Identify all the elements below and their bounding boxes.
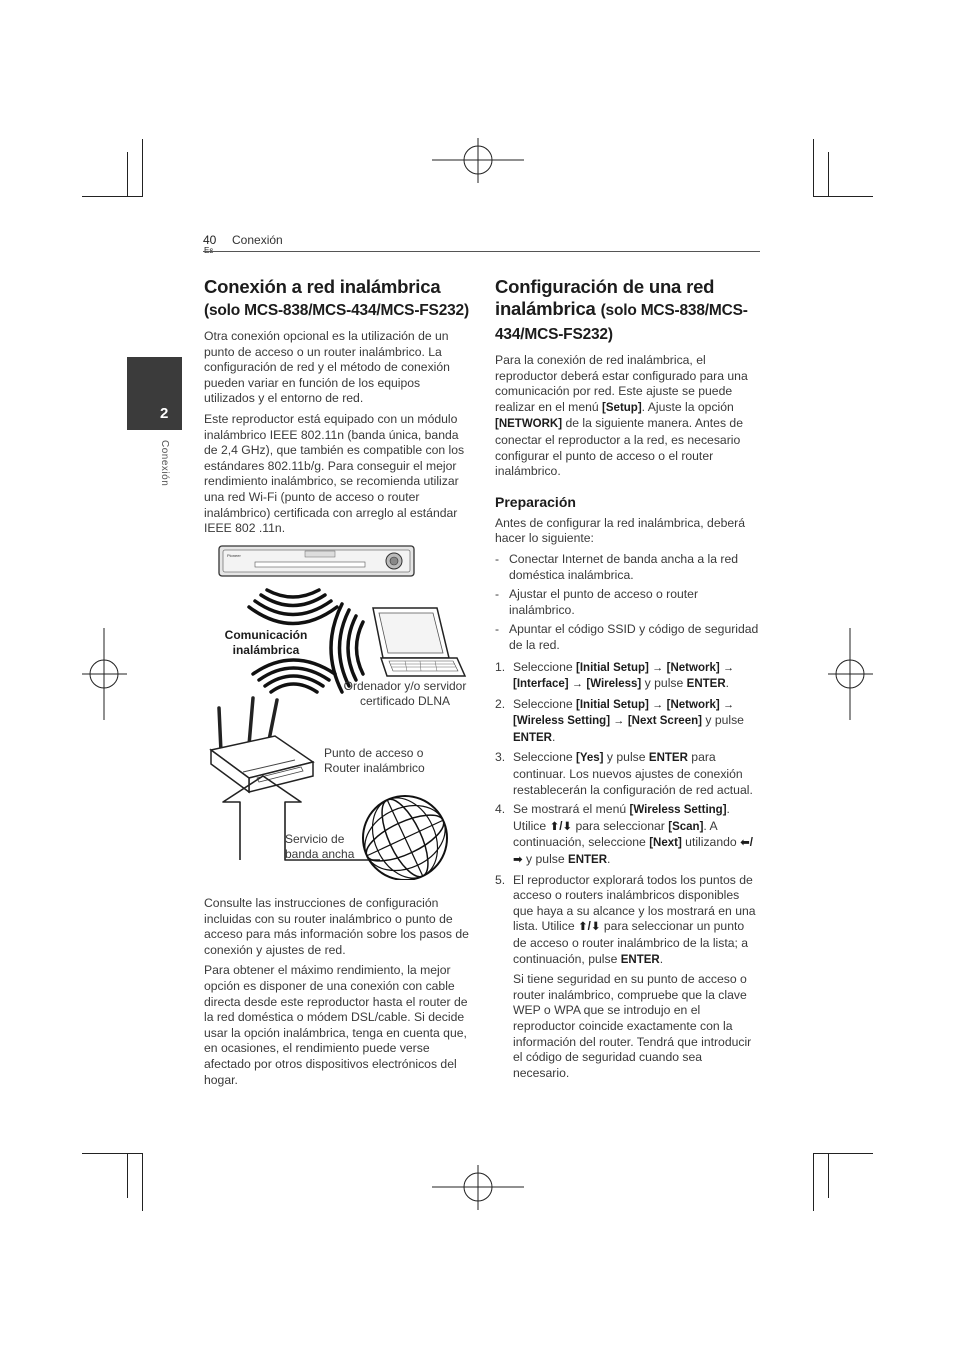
wireless-label-line-2: inalámbrica (232, 643, 300, 657)
step-text: para continuar. Los nuevos ajustes de conexión restablecerán la configuración de red actual. (513, 750, 753, 797)
registration-mark-right (828, 628, 873, 720)
arrow-right-icon: → (652, 661, 664, 674)
broadband-label-line-1: Servicio de (285, 832, 345, 846)
setup-steps (495, 660, 760, 1082)
wireless-label-line-1: Comunicación (224, 628, 308, 642)
right-subtitle: (solo MCS-838/MCS-434/MCS-FS232) (495, 302, 748, 343)
network-option-ref: [NETWORK] (495, 418, 563, 431)
left-paragraph-1: Otra conexión opcional es la utilización de un punto de acceso o un router inalámbrico. La configuración de red y el método de conexión pueden variar en función de los equipos utilizados y el entorno de red. (204, 329, 450, 406)
menu-ref: [Yes] (576, 752, 604, 765)
broadband-label-line-2: banda ancha (285, 847, 355, 861)
step-text: y pulse (526, 852, 565, 867)
step-text: Seleccione (513, 696, 573, 711)
step-text: y pulse (644, 676, 684, 691)
registration-mark-left (82, 628, 127, 720)
step-number: 3. (495, 750, 506, 765)
left-column (204, 276, 472, 542)
running-title: Conexión (232, 233, 283, 247)
wireless-waves-router (253, 660, 335, 692)
security-note: Si tiene seguridad en su punto de acceso o router inalámbrico, compruebe que la clave WEP o WPA que se introdujo en el reproductor coincide exactamente con la información del router. Tendrá que introducir el código de seguridad cuando sea necesario. (513, 972, 752, 1080)
enter-key-ref: ENTER (513, 731, 552, 744)
chapter-label: Conexión (159, 440, 170, 487)
player-icon (219, 546, 414, 576)
right-intro (495, 353, 760, 480)
router-icon (211, 698, 313, 792)
left-paragraph-3: Consulte las instrucciones de configuración incluidas con su router inalámbrico o punto de acceso para más información sobre los pasos de conexión y ajustes de red. (204, 896, 469, 957)
menu-ref: [Next] (649, 837, 682, 850)
step-text: utilizando (685, 835, 737, 850)
preparation-intro: Antes de configurar la red inalámbrica, deberá hacer lo siguiente: (495, 515, 745, 546)
step-number: 2. (495, 696, 506, 711)
menu-ref: [Initial Setup] (576, 661, 649, 674)
arrow-right-icon: → (723, 698, 735, 711)
left-right-arrow-icon: ⬅/➡ (513, 837, 753, 867)
arrow-right-icon: → (723, 661, 735, 674)
enter-key-ref: ENTER (648, 752, 688, 765)
preparation-item: - Ajustar el punto de acceso o router inalámbrico. (495, 587, 760, 618)
header-rule (203, 251, 760, 252)
enter-key-ref: ENTER (620, 953, 660, 966)
step-text: . Utilice (513, 802, 730, 833)
broadband-label (285, 832, 375, 862)
right-title: Configuración de una red inalámbrica (495, 276, 715, 319)
page-number: 40 (203, 233, 217, 247)
registration-mark-top (432, 138, 524, 183)
menu-ref: [Scan] (668, 820, 704, 833)
svg-text:Pioneer: Pioneer (227, 553, 241, 558)
right-heading (495, 276, 760, 346)
step-text: para seleccionar un punto de acceso o router inalámbrico de la lista; a continuación, pulse (513, 919, 749, 966)
arrow-right-icon: → (572, 678, 583, 691)
left-heading (204, 276, 472, 322)
step-text: Seleccione (513, 659, 573, 674)
up-down-arrow-icon: ⬆/⬇ (549, 820, 573, 833)
period: . (725, 676, 730, 691)
step-number: 1. (495, 659, 506, 674)
setup-menu-ref: [Setup] (602, 401, 642, 414)
wireless-label (211, 628, 321, 658)
arrow-right-icon: → (613, 715, 625, 728)
menu-ref: [Interface] (513, 678, 569, 691)
router-label (324, 746, 474, 776)
preparation-list (495, 552, 760, 654)
period: . (551, 729, 556, 744)
step-text: Seleccione (513, 750, 573, 765)
menu-ref: [Next Screen] (627, 715, 702, 728)
pc-label (335, 679, 475, 709)
menu-ref: [Wireless Setting] (513, 715, 611, 728)
menu-ref: [Network] (666, 661, 720, 674)
step-text: y pulse (606, 750, 646, 765)
diagram-illustration (205, 540, 475, 880)
laptop-icon (373, 608, 465, 676)
left-paragraph-2: Este reproductor está equipado con un módulo inalámbrico IEEE 802.11n (banda única, banda de 2,4 GHz), que también es compatible con los estándares 802.11b/g. Para conseguir el mejor rendimiento inalámbrico, se recomienda utilizar una red Wi-Fi (punto de acceso o router inalámbrico) certificada con arreglo al estándar IEEE 802 .11n. (204, 411, 465, 536)
menu-ref: [Initial Setup] (576, 698, 649, 711)
step-text: para seleccionar (575, 818, 665, 833)
step-2 (495, 697, 760, 747)
menu-ref: [Wireless] (586, 678, 642, 691)
router-label-line-1: Punto de acceso o (324, 746, 424, 760)
step-text: Se mostrará el menú (513, 802, 627, 817)
enter-key-ref: ENTER (568, 854, 608, 867)
intro-text-c: de la siguiente manera. Antes de conectar el reproductor a la red, es necesario configurar el punto de acceso o el router inalámbrico. (495, 416, 743, 479)
left-paragraph-4: Para obtener el máximo rendimiento, la mejor opción es disponer de una conexión con cable directa desde este reproductor hasta el router de la red doméstica o módem DSL/cable. Si decide usar la opción inalámbrica, tenga en cuenta que, en ocasiones, el rendimiento puede verse afectado por otros dispositivos electrónicos del hogar. (204, 963, 468, 1087)
pc-label-line-1: Ordenador y/o servidor (343, 679, 467, 693)
step-text: El reproductor explorará todos los puntos de acceso o routers inalámbricos disponibles que haya a su alcance y los mostrará en una lista. Utilice (513, 872, 756, 934)
pc-label-line-2: certificado DLNA (359, 694, 451, 708)
up-down-arrow-icon: ⬆/⬇ (578, 921, 601, 934)
right-column (495, 276, 760, 1086)
menu-ref: [Network] (666, 698, 720, 711)
step-text: y pulse (705, 713, 744, 728)
enter-key-ref: ENTER (686, 678, 726, 691)
step-3 (495, 750, 760, 798)
step-number: 5. (495, 872, 506, 887)
router-label-line-2: Router inalámbrico (324, 761, 425, 775)
chapter-tab (127, 357, 182, 430)
registration-mark-bottom (432, 1165, 524, 1210)
intro-text-a: Para la conexión de red inalámbrica, el reproductor deberá estar configurado para una comunicación por red. Este ajuste se puede realizar en el menú (495, 353, 748, 414)
wireless-network-diagram (205, 540, 475, 880)
arrow-right-icon: → (652, 698, 664, 711)
left-title: Conexión a red inalámbrica (204, 276, 441, 297)
preparation-heading: Preparación (495, 493, 576, 510)
menu-ref: [Wireless Setting] (629, 804, 727, 817)
left-subtitle: (solo MCS-838/MCS-434/MCS-FS232) (204, 302, 469, 319)
chapter-number: 2 (160, 405, 169, 422)
step-text: . A continuación, seleccione (513, 818, 717, 850)
intro-text-b: . Ajuste la opción (641, 399, 734, 414)
left-column-bottom (204, 896, 472, 1093)
wireless-waves-player (249, 590, 337, 624)
period: . (659, 951, 664, 966)
preparation-item: - Apuntar el código SSID y código de seguridad de la red. (495, 622, 760, 653)
step-4 (495, 802, 760, 868)
step-number: 4. (495, 802, 506, 817)
period: . (607, 852, 611, 867)
preparation-item: - Conectar Internet de banda ancha a la red doméstica inalámbrica. (495, 552, 760, 583)
step-1 (495, 660, 760, 693)
step-5 (495, 873, 760, 1082)
